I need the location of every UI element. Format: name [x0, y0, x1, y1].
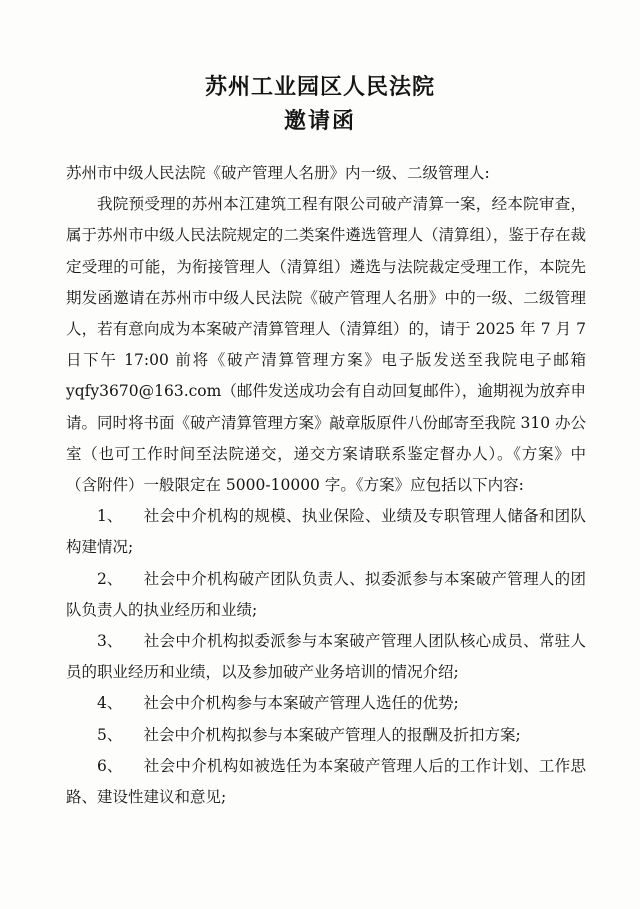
list-item: [66, 751, 586, 813]
addressee-line: 苏州市中级人民法院《破产管理人名册》内一级、二级管理人:: [66, 164, 490, 182]
list-item-number: 1、: [97, 507, 123, 526]
document-title: 邀请函: [283, 108, 356, 134]
list-item: [66, 688, 586, 719]
list-item-text: 社会中介机构拟参与本案破产管理人的报酬及折扣方案;: [143, 725, 521, 744]
list-item-text: 社会中介机构拟委派参与本案破产管理人团队核心成员、常驻人员的职业经历和业绩，以及参加破产业务培训的情况介绍;: [66, 632, 586, 682]
list-item-number: 4、: [97, 694, 123, 713]
list-item-text: 社会中介机构参与本案破产管理人选任的优势;: [143, 694, 459, 713]
list-item: [66, 720, 586, 751]
list-item-text: 社会中介机构如被选任为本案破产管理人后的工作计划、工作思路、建设性建议和意见;: [66, 756, 586, 807]
main-paragraph: 我院预受理的苏州本江建筑工程有限公司破产清算一案，经本院审查，属于苏州市中级人民法院规定的二类案件遴选管理人（清算组），鉴于存在裁定受理的可能，为衔接管理人（清算组）遴选与法院裁定受理工作，本院先期发函邀请在苏州市中级人民法院《破产管理人名册》中的一级、二级管理人，若有意向成为本案破产清算管理人（清算组）的，请于 2025 年 7 月 7 日下午 17:00 前将《破产清算管理方案》电子版发送至我院电子邮箱 yqfy3670@163.com（邮件发送成功会有自动回复邮件），逾期视为放弃申请。同时将书面《破产清算管理方案》敲章版原件八份邮寄至我院 310 办公室（也可工作时间至法院递交，递交方案请联系鉴定督办人）。《方案》中（含附件）一般限定在 5000-10000 字。《方案》应包括以下内容:: [66, 195, 586, 495]
list-item-text: 社会中介机构的规模、执业保险、业绩及专职管理人储备和团队构建情况;: [66, 507, 586, 557]
letter-body: [66, 158, 586, 813]
list-item-text: 社会中介机构破产团队负责人、拟委派参与本案破产管理人的团队负责人的执业经历和业绩;: [66, 569, 586, 619]
list-item-number: 2、: [97, 569, 123, 588]
list-item-number: 5、: [97, 725, 123, 744]
list-item-number: 3、: [97, 632, 123, 651]
list-item: [66, 564, 586, 626]
list-item: [66, 501, 586, 563]
list-item: [66, 626, 586, 688]
list-item-number: 6、: [97, 756, 123, 775]
court-name-heading: 苏州工业园区人民法院: [204, 74, 435, 100]
